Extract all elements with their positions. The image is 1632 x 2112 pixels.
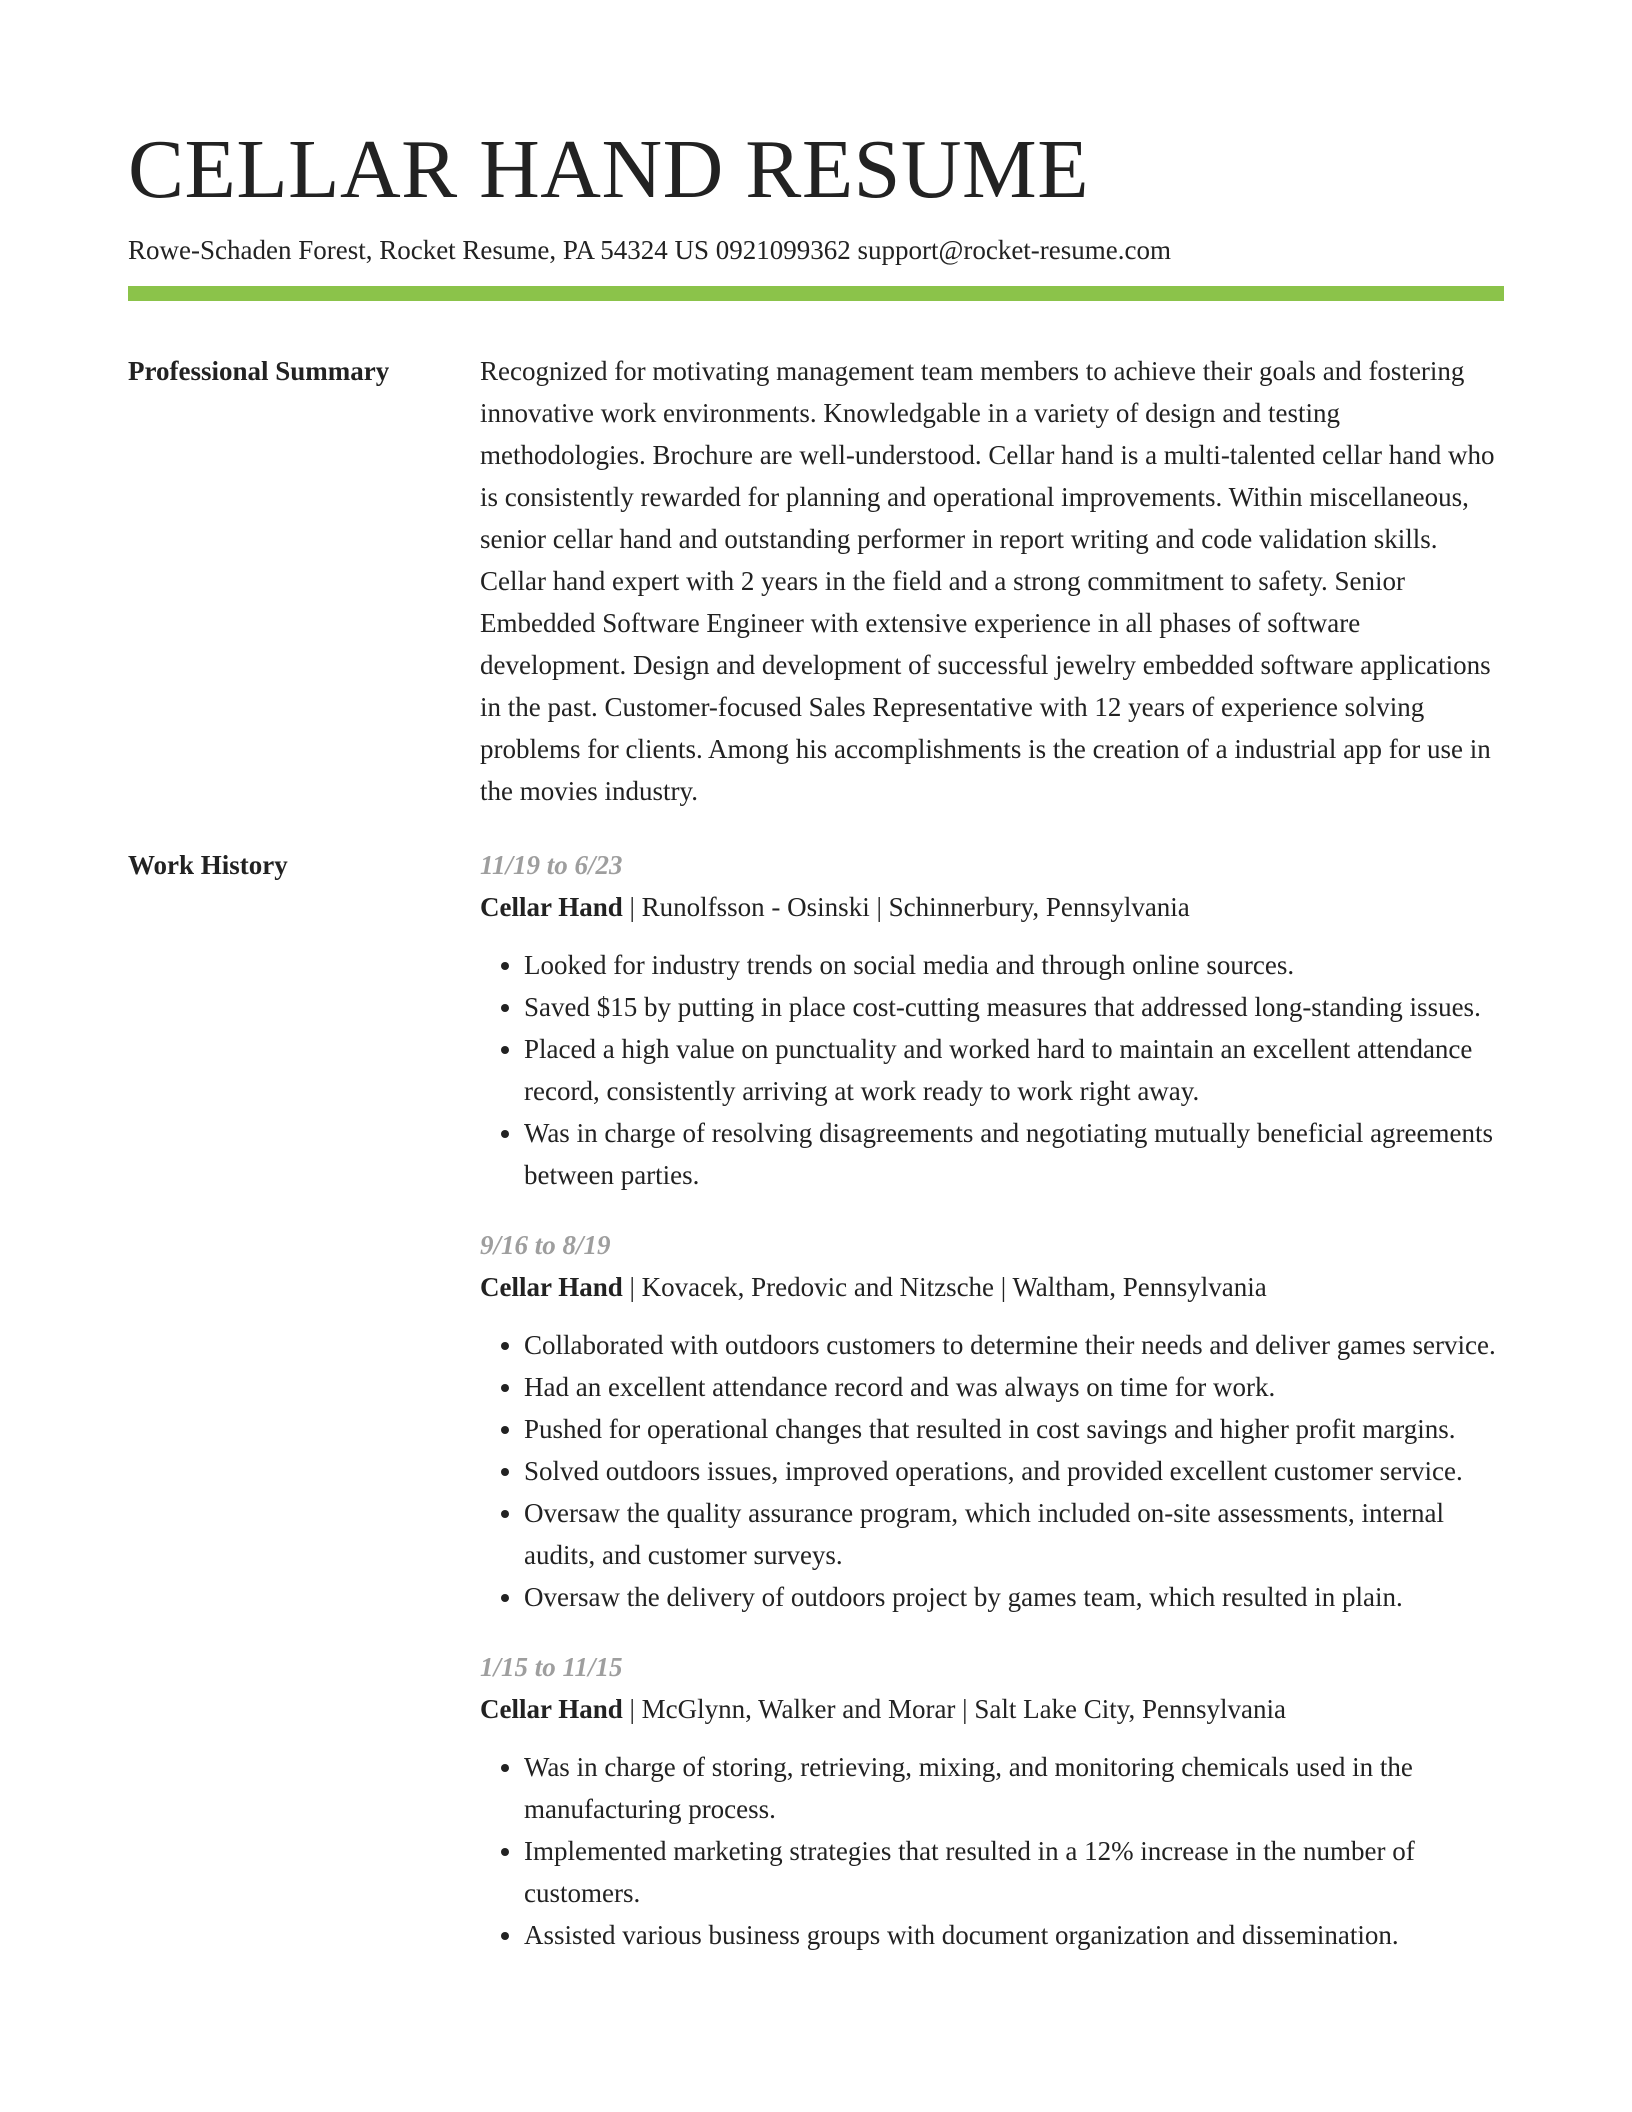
list-item: • Assisted various business groups with document organization and dissemination. <box>524 1914 1506 1956</box>
job-heading <box>480 886 1506 928</box>
job-entry <box>480 1646 1506 1956</box>
job-entry <box>480 844 1506 1196</box>
job-heading <box>480 1688 1506 1730</box>
job-title: Cellar Hand <box>480 892 623 922</box>
list-item: • Implemented marketing strategies that resulted in a 12% increase in the number of customers. <box>524 1830 1506 1914</box>
header-divider <box>128 286 1504 301</box>
job-details: | McGlynn, Walker and Morar | Salt Lake City, Pennsylvania <box>622 1694 1287 1724</box>
job-bullet-list <box>480 1324 1506 1618</box>
list-item: • Placed a high value on punctuality and worked hard to maintain an excellent attendance record, consistently arriving at work ready to work right away. <box>524 1028 1506 1112</box>
job-date: 9/16 to 8/19 <box>480 1230 611 1260</box>
summary-text: Recognized for motivating management team members to achieve their goals and fostering innovative work environments. Knowledgable in a variety of design and testing methodologies. Brochure are well-understood. Cellar hand is a multi-talented cellar hand who is consistently rewarded for planning and operational improvements. Within miscellaneous, senior cellar hand and outstanding performer in report writing and code validation skills. Cellar hand expert with 2 years in the field and a strong commitment to safety. Senior Embedded Software Engineer with extensive experience in all phases of software development. Design and development of successful jewelry embedded software applications in the past. Customer-focused Sales Representative with 12 years of experience solving problems for clients. Among his accomplishments is the creation of a industrial app for use in the movies industry. <box>480 356 1495 806</box>
job-bullet-list <box>480 944 1506 1196</box>
work-history-body <box>480 844 1506 1984</box>
list-item: • Was in charge of resolving disagreements and negotiating mutually beneficial agreements between parties. <box>524 1112 1506 1196</box>
list-item: • Collaborated with outdoors customers to determine their needs and deliver games service. <box>524 1324 1506 1366</box>
list-item: • Saved $15 by putting in place cost-cutting measures that addressed long-standing issues. <box>524 986 1506 1028</box>
job-heading <box>480 1266 1506 1308</box>
job-date: 1/15 to 11/15 <box>480 1652 623 1682</box>
job-date: 11/19 to 6/23 <box>480 850 623 880</box>
list-item: • Pushed for operational changes that resulted in cost savings and higher profit margins. <box>524 1408 1506 1450</box>
job-details: | Runolfsson - Osinski | Schinnerbury, Pennsylvania <box>622 892 1190 922</box>
list-item: • Oversaw the delivery of outdoors project by games team, which resulted in plain. <box>524 1576 1506 1618</box>
list-item: • Had an excellent attendance record and was always on time for work. <box>524 1366 1506 1408</box>
list-item: • Looked for industry trends on social media and through online sources. <box>524 944 1506 986</box>
list-item: • Oversaw the quality assurance program, which included on-site assessments, internal audits, and customer surveys. <box>524 1492 1506 1576</box>
section-label-professional-summary: Professional Summary <box>128 356 390 386</box>
contact-line: Rowe-Schaden Forest, Rocket Resume, PA 54324 US 0921099362 support@rocket-resume.com <box>128 235 1171 265</box>
page-title: CELLAR HAND RESUME <box>128 123 1090 216</box>
job-details: | Kovacek, Predovic and Nitzsche | Waltham, Pennsylvania <box>622 1272 1267 1302</box>
section-label-work-history: Work History <box>128 850 288 880</box>
job-title: Cellar Hand <box>480 1694 623 1724</box>
job-bullet-list <box>480 1746 1506 1956</box>
summary-body <box>480 350 1506 812</box>
list-item: • Was in charge of storing, retrieving, mixing, and monitoring chemicals used in the manufacturing process. <box>524 1746 1506 1830</box>
job-entry <box>480 1224 1506 1618</box>
list-item: • Solved outdoors issues, improved operations, and provided excellent customer service. <box>524 1450 1506 1492</box>
job-title: Cellar Hand <box>480 1272 623 1302</box>
